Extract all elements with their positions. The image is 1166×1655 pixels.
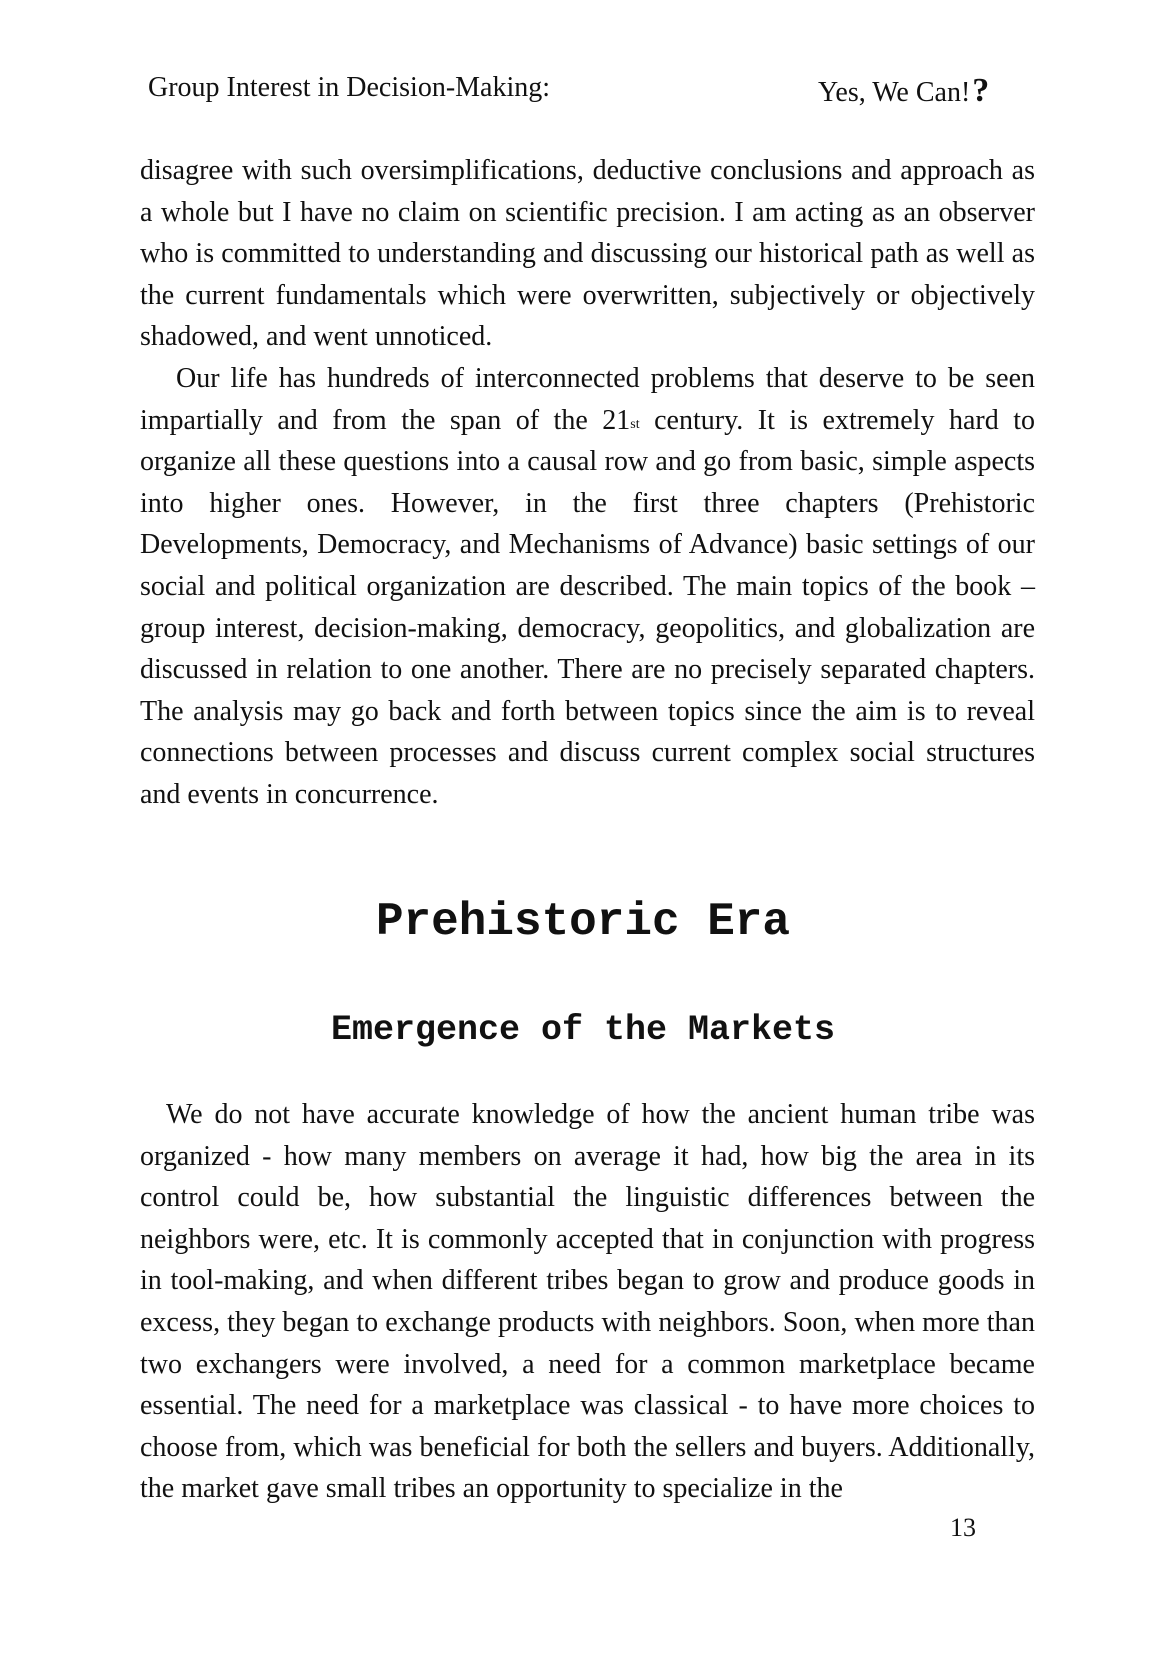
intro-text-block (140, 150, 1035, 816)
intro-paragraph-continued: disagree with such oversimplifications, deductive conclusions and approach as a whole but I have no claim on scientific precision. I am acting as an observer who is committed to understanding and discussing our historical path as well as the current fundamentals which were overwritten, subjectively or objectively shadowed, and went unnoticed. (140, 155, 1035, 353)
intro-paragraph (140, 358, 1035, 816)
section-text-block (140, 1094, 1035, 1510)
header-book-title: Group Interest in Decision-Making: (148, 72, 551, 103)
ordinal-superscript: st (630, 416, 640, 432)
intro-paragraph-text-start: Our life has hundreds of interconnected problems that deserve to be seen impartially and from the span of the 21 (140, 362, 1035, 436)
header-book-subtitle (818, 72, 989, 110)
header-subtitle-text: Yes, We Can! (818, 77, 971, 108)
header-question-mark: ? (972, 72, 990, 109)
section-title: Emergence of the Markets (330, 1010, 836, 1050)
page-number: 13 (950, 1513, 976, 1542)
running-header (148, 72, 1016, 112)
section-paragraph: We do not have accurate knowledge of how the ancient human tribe was organized - how many members on average it had, how big the area in its control could be, how substantial the linguistic differences between the neighbors were, etc. It is commonly accepted that in conjunction with progress in tool-making, and when different tribes began to grow and produce goods in excess, they began to exchange products with neighbors. Soon, when more than two exchangers were involved, a need for a common marketplace became essential. The need for a marketplace was classical - to have more choices to choose from, which was beneficial for both the sellers and buyers. Additionally, the market gave small tribes an opportunity to specialize in the (140, 1099, 1035, 1505)
chapter-title: Prehistoric Era (375, 896, 791, 948)
intro-paragraph-text-end: century. It is extremely hard to organize all these questions into a causal row and go from basic, simple aspects into higher ones. However, in the first three chapters (Prehistoric Developments, Democracy, and Mechanisms of Advance) basic settings of our social and political organization are described. The main topics of the book – group interest, decision-making, democracy, geopolitics, and globalization are discussed in relation to one another. There are no precisely separated chapters. The analysis may go back and forth between topics since the aim is to reveal connections between processes and discuss current complex social structures and events in concurrence. (140, 404, 1035, 810)
